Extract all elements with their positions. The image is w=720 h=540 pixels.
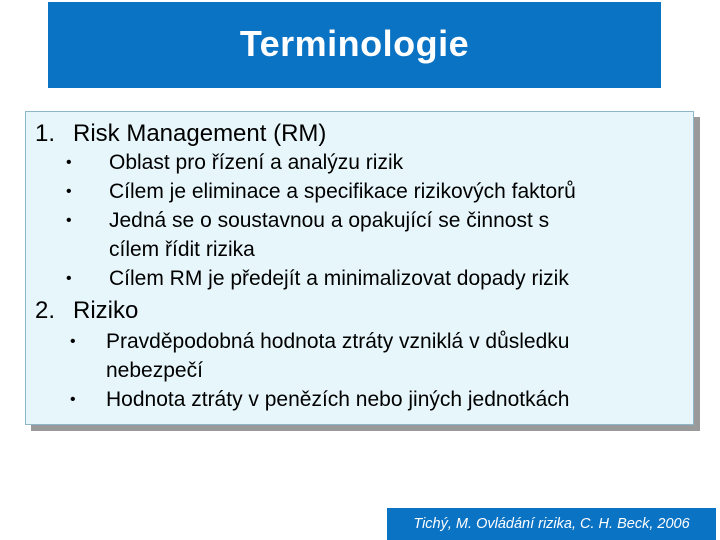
slide-title: Terminologie (239, 23, 470, 64)
list-item-text: Hodnota ztráty v penězích nebo jiných jednotkách (106, 388, 570, 411)
section-number: 1. (35, 120, 56, 147)
list-item-text: Oblast pro řízení a analýzu rizik (109, 151, 404, 174)
bullet-dot: • (66, 270, 72, 287)
content-box (25, 111, 694, 425)
list-item-text-continued: nebezpečí (106, 359, 203, 382)
bullet-dot: • (70, 391, 76, 408)
source-citation-text: Tichý, M. Ovládání rizika, C. H. Beck, 2006 (413, 516, 690, 532)
bullet-dot: • (66, 183, 72, 200)
bullet-dot: • (66, 154, 72, 171)
list-item (109, 206, 549, 264)
section-number: 2. (35, 297, 56, 324)
list-item-text: Pravděpodobná hodnota ztráty vzniklá v důsledku (106, 330, 570, 353)
bullet-dot: • (70, 333, 76, 350)
list-item (106, 385, 569, 414)
title-bar (48, 2, 661, 88)
bullet-dot: • (66, 212, 72, 229)
list-item-text: Cílem je eliminace a specifikace rizikových faktorů (109, 180, 576, 203)
list-item-text-continued: cílem řídit rizika (109, 238, 255, 261)
section-title: Risk Management (RM) (73, 120, 327, 147)
list-item (109, 177, 576, 206)
list-item-text: Cílem RM je předejít a minimalizovat dopady rizik (109, 267, 569, 290)
list-item (106, 327, 569, 385)
list-item (109, 148, 403, 177)
list-item-text: Jedná se o soustavnou a opakující se činnost s (109, 209, 550, 232)
section-title: Riziko (73, 297, 139, 324)
source-citation (387, 508, 716, 540)
list-item (109, 264, 569, 293)
